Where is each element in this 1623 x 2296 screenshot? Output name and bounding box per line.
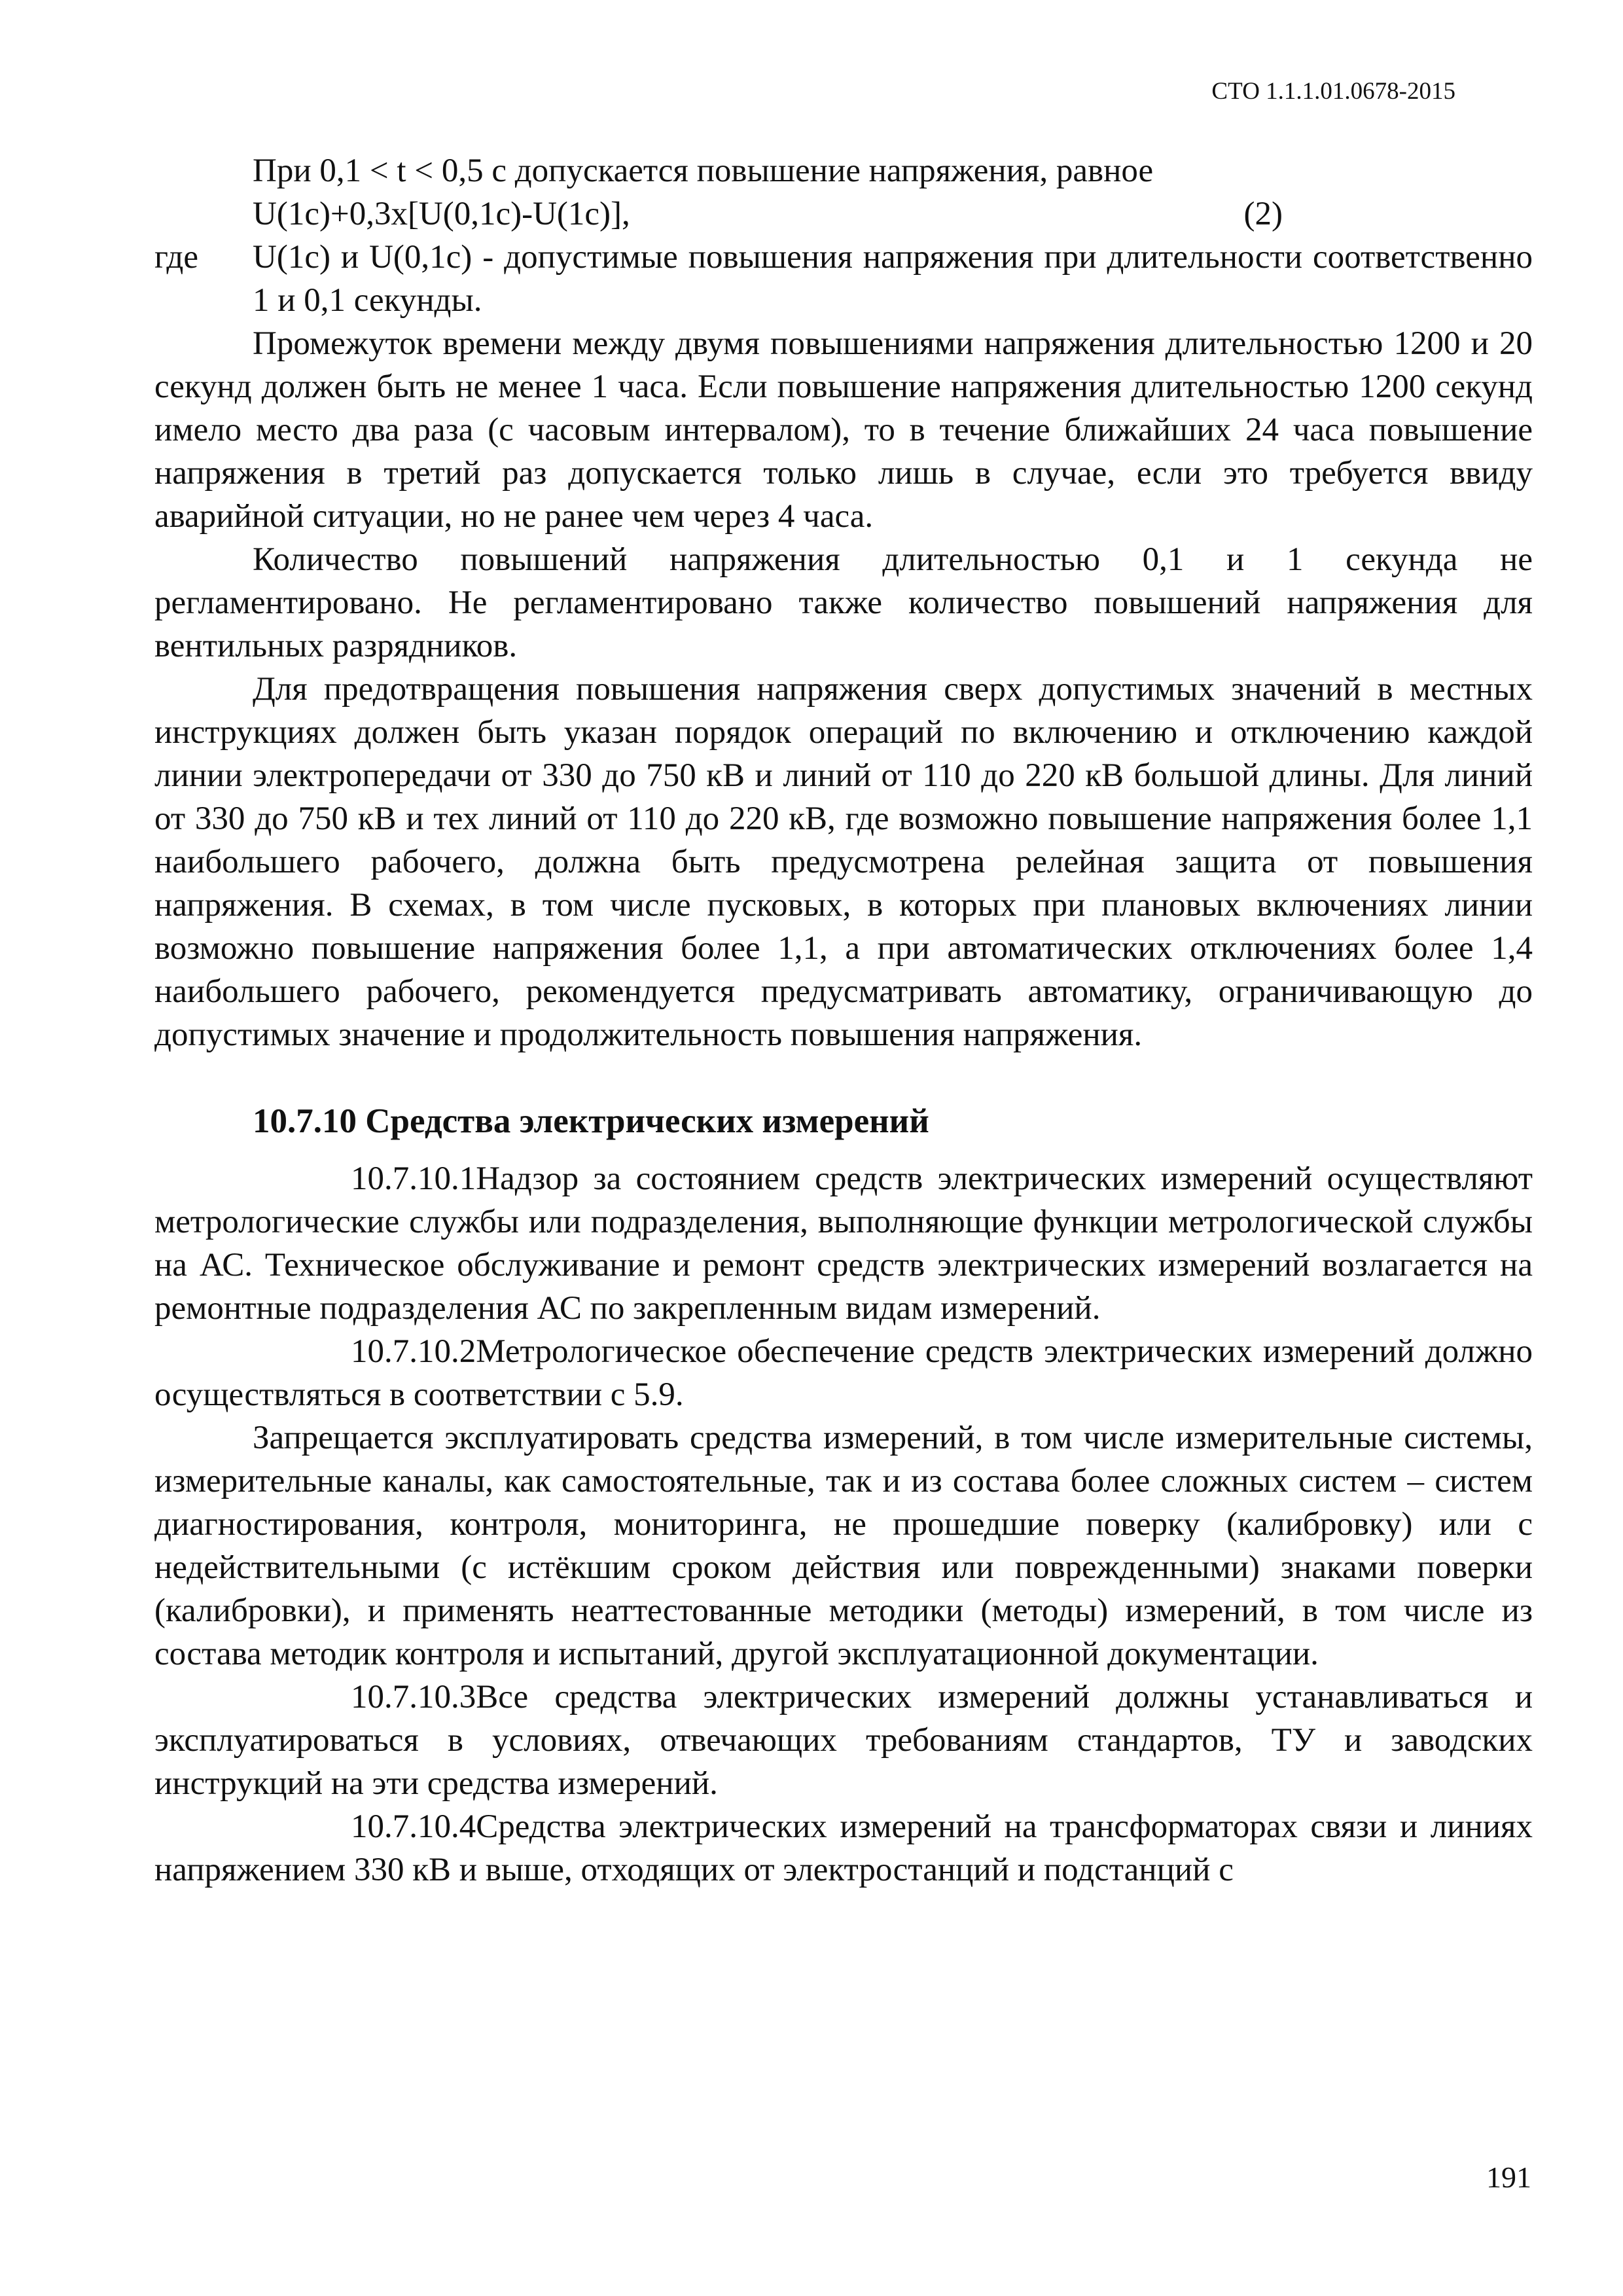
clause-number: 10.7.10.1 bbox=[351, 1160, 476, 1197]
clause-text: Метрологическое обеспечение средств электрических измерений должно осуществляться в соответствии с 5.9. bbox=[154, 1333, 1533, 1413]
clause-text: Надзор за состоянием средств электрических измерений осуществляют метрологические службы или подразделения, выполняющие функции метрологической службы на АС. Техническое обслуживание и ремонт средств электрических измерений возлагается на ремонтные подразделения АС по закрепленным видам измерений. bbox=[154, 1160, 1533, 1327]
where-label: где bbox=[154, 239, 198, 276]
clause-text: Все средства электрических измерений должны устанавливаться и эксплуатироваться в условиях, отвечающих требованиям стандартов, ТУ и заводских инструкций на эти средства измерений. bbox=[154, 1679, 1533, 1802]
clause-10-7-10-2-continuation: Запрещается эксплуатировать средства измерений, в том числе измерительные системы, измерительные каналы, как самостоятельные, так и из состава более сложных систем – систем диагностирования, контроля, мониторинга, не прошедшие поверку (калибровку) или с недействительными (с истёкшим сроком действия или поврежденными) знаками поверки (калибровки), и применять неаттестованные методики (методы) измерений, в том числе из состава методик контроля и испытаний, другой эксплуатационной документации. bbox=[154, 1420, 1533, 1672]
clause-10-7-10-1 bbox=[154, 1157, 1533, 1330]
formula-expression: U(1c)+0,3x[U(0,1c)-U(1c)], bbox=[253, 196, 630, 232]
paragraph-prevention: Для предотвращения повышения напряжения сверх допустимых значений в местных инструкциях должен быть указан порядок операций по включению и отключению каждой линии электропередачи от 330 до 750 кВ и линий от 110 до 220 кВ большой длины. Для линий от 330 до 750 кВ и тех линий от 110 до 220 кВ, где возможно повышение напряжения более 1,1 наибольшего рабочего, должна быть предусмотрена релейная защита от повышения напряжения. В схемах, в том числе пусковых, в которых при плановых включениях линии возможно повышение напряжения более 1,1, а при автоматических отключениях более 1,4 наибольшего рабочего, рекомендуется предусматривать автоматику, ограничивающую до допустимых значение и продолжительность повышения напряжения. bbox=[154, 671, 1533, 1053]
clause-number: 10.7.10.2 bbox=[351, 1333, 476, 1370]
formula-line bbox=[154, 192, 1533, 236]
page-number: 191 bbox=[1486, 2161, 1531, 2194]
clause-number: 10.7.10.3 bbox=[351, 1679, 476, 1715]
formula-number: (2) bbox=[1243, 196, 1283, 232]
formula-legend bbox=[154, 236, 1533, 322]
page-body bbox=[154, 149, 1533, 1892]
paragraph-interval: Промежуток времени между двумя повышениями напряжения длительностью 1200 и 20 секунд должен быть не менее 1 часа. Если повышение напряжения длительностью 1200 секунд имело место два раза (с часовым интервалом), то в течение ближайших 24 часа повышение напряжения в третий раз допускается только лишь в случае, если это требуется ввиду аварийной ситуации, но не ранее чем через 4 часа. bbox=[154, 325, 1533, 535]
section-heading: 10.7.10 Средства электрических измерений bbox=[253, 1102, 929, 1140]
clause-10-7-10-2 bbox=[154, 1330, 1533, 1416]
paragraph-count: Количество повышений напряжения длительностью 0,1 и 1 секунда не регламентировано. Не регламентировано также количество повышений напряжения для вентильных разрядников. bbox=[154, 541, 1533, 664]
condition-line: При 0,1 < t < 0,5 с допускается повышение напряжения, равное bbox=[253, 152, 1154, 189]
document-code-header: СТО 1.1.1.01.0678-2015 bbox=[1211, 78, 1455, 105]
clause-text: Средства электрических измерений на трансформаторах связи и линиях напряжением 330 кВ и выше, отходящих от электростанций и подстанций с bbox=[154, 1808, 1533, 1888]
where-text: U(1c) и U(0,1c) - допустимые повышения напряжения при длительности соответственно 1 и 0,1 секунды. bbox=[253, 239, 1533, 319]
clause-10-7-10-4 bbox=[154, 1805, 1533, 1892]
clause-10-7-10-3 bbox=[154, 1676, 1533, 1805]
clause-number: 10.7.10.4 bbox=[351, 1808, 476, 1845]
